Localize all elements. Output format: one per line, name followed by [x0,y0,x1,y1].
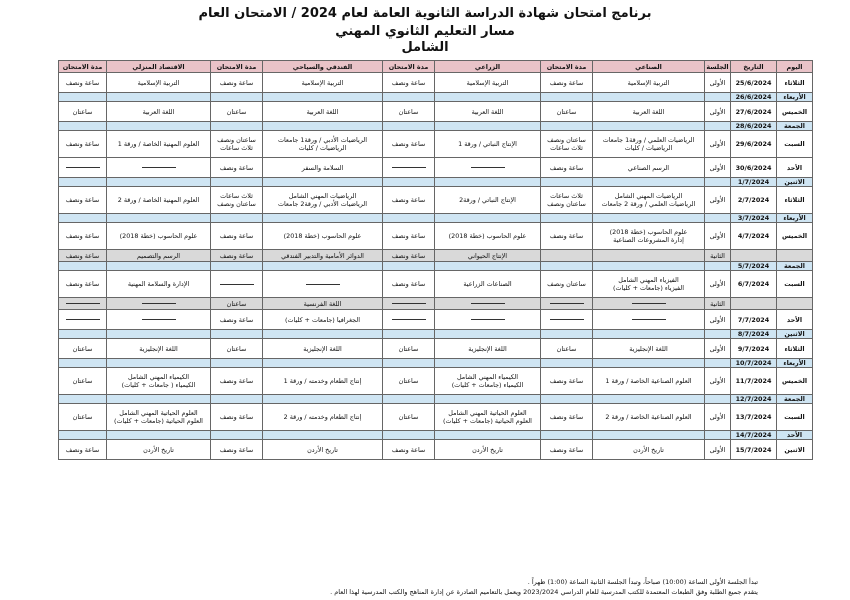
table-row [59,310,813,330]
table-cell: ساعتان ونصف [541,271,593,298]
table-cell [541,178,593,187]
table-cell [263,214,383,223]
table-cell: ساعتان [59,102,107,122]
table-cell: ساعة ونصف [383,250,435,262]
table-cell: ساعة ونصف [383,187,435,214]
table-cell: ساعتان [211,339,263,359]
table-cell [435,93,541,102]
table-cell [593,122,705,131]
table-cell [59,262,107,271]
table-cell: السلامة والسفر [263,158,383,178]
table-cell: 27/6/2024 [731,102,777,122]
table-cell: ساعة ونصف [541,368,593,395]
table-cell: الجمعة [777,395,813,404]
column-header: الفندقي والسياحي [263,61,383,73]
table-cell: الرياضيات الأدبي / ورقة1 جامعات الرياضيات / كليات [263,131,383,158]
table-cell: ساعة ونصف [541,223,593,250]
table-cell [263,122,383,131]
table-cell [593,250,705,262]
table-cell: ساعة ونصف [383,131,435,158]
table-row [59,330,813,339]
table-cell [107,431,211,440]
table-cell [593,359,705,368]
table-row [59,271,813,298]
table-cell: السبت [777,271,813,298]
table-cell: 29/6/2024 [731,131,777,158]
table-cell: 10/7/2024 [731,359,777,368]
table-cell [593,214,705,223]
table-cell [593,431,705,440]
table-cell [107,122,211,131]
table-row [59,395,813,404]
table-cell: 12/7/2024 [731,395,777,404]
table-cell: ساعة ونصف [211,404,263,431]
column-header: الاقتصاد المنزلي [107,61,211,73]
table-cell: ساعة ونصف [541,440,593,460]
table-cell: الرياضيات المهني الشامل الرياضيات الأدبي / ورقة2 جامعات [263,187,383,214]
table-cell: اللغة العربية [593,102,705,122]
table-cell [59,93,107,102]
footnote-2: يتقدم جميع الطلبة وفق الطبعات المعتمدة للكتب المدرسية للعام الدراسي 2023/2024 ويعمل بالتعاميم الصادرة عن إدارة المناهج والكتب المدرسية لهذا العام . [330,588,758,596]
table-cell [383,122,435,131]
table-cell [435,359,541,368]
column-header: مدة الامتحان [211,61,263,73]
table-cell [263,359,383,368]
table-cell [541,262,593,271]
table-cell: ساعة ونصف [59,440,107,460]
table-cell [383,262,435,271]
table-cell: ساعة ونصف [211,368,263,395]
table-cell: الإنتاج الحيواني [435,250,541,262]
table-cell: الأحد [777,158,813,178]
table-cell: 3/7/2024 [731,214,777,223]
footnote-1: تبدأ الجلسة الأولى الساعة (10:00) صباحاً، وتبدأ الجلسة الثانية الساعة (1:00) ظهراً . [527,578,758,586]
table-cell: 8/7/2024 [731,330,777,339]
dash-cell [593,310,705,330]
table-cell: الإنتاج النباتي / ورقة 1 [435,131,541,158]
table-cell [383,214,435,223]
table-cell [59,359,107,368]
table-cell [211,262,263,271]
table-cell: الإدارة والسلامة المهنية [107,271,211,298]
column-header: الجلسة [706,62,729,71]
table-cell: السبت [777,131,813,158]
table-cell [59,431,107,440]
table-cell: الرسم الصناعي [593,158,705,178]
table-cell: 4/7/2024 [731,223,777,250]
table-cell [777,250,813,262]
table-cell [211,395,263,404]
table-cell: العلوم الصناعية الخاصة / ورقة 1 [593,368,705,395]
table-cell: ساعة ونصف [211,440,263,460]
table-cell: ساعة ونصف [541,404,593,431]
dash-cell [383,310,435,330]
table-cell: ساعتان [383,404,435,431]
dash-cell [107,310,211,330]
table-cell: ساعة ونصف [59,131,107,158]
table-cell: الجمعة [777,122,813,131]
table-row [59,214,813,223]
table-cell: الاثنين [777,330,813,339]
table-cell: الاثنين [777,178,813,187]
table-cell [107,359,211,368]
dash-cell [541,298,593,310]
table-cell: 30/6/2024 [731,158,777,178]
table-cell [211,431,263,440]
table-cell [593,93,705,102]
column-header: مدة الامتحان [59,61,107,73]
table-cell: ساعتان [59,339,107,359]
table-cell: ساعتان [211,298,263,310]
table-cell: 28/6/2024 [731,122,777,131]
table-cell [593,330,705,339]
table-cell: 5/7/2024 [731,262,777,271]
table-cell: الأربعاء [777,214,813,223]
table-cell: ساعتان [383,339,435,359]
table-cell: ساعة ونصف [541,73,593,93]
table-cell: علوم الحاسوب (خطة 2018) [107,223,211,250]
table-cell [705,330,731,339]
table-cell: ساعتان [541,339,593,359]
dash-cell [435,310,541,330]
table-cell: الأربعاء [777,93,813,102]
table-cell: الثلاثاء [777,187,813,214]
table-cell: 25/6/2024 [731,73,777,93]
dash-cell [593,298,705,310]
table-cell [383,359,435,368]
table-cell: اللغة العربية [263,102,383,122]
table-cell: الأحد [777,310,813,330]
table-cell [211,359,263,368]
table-cell: ساعة ونصف [211,158,263,178]
table-cell [59,214,107,223]
table-cell: اللغة الفرنسية [263,298,383,310]
table-cell: ساعة ونصف [541,158,593,178]
table-row [59,93,813,102]
table-cell [383,431,435,440]
table-cell: 9/7/2024 [731,339,777,359]
table-cell [541,359,593,368]
table-cell [59,178,107,187]
table-cell: تاريخ الأردن [435,440,541,460]
table-cell [705,262,731,271]
table-cell: ساعتان [59,404,107,431]
table-cell: ساعة ونصف [211,73,263,93]
table-cell [107,330,211,339]
table-cell [435,122,541,131]
table-cell: 6/7/2024 [731,271,777,298]
table-cell: ساعة ونصف [211,250,263,262]
column-header: الزراعي [435,61,541,73]
table-cell [541,330,593,339]
table-cell [777,298,813,310]
table-cell: ثلاث ساعات ساعتان ونصف [541,187,593,214]
table-cell: الإنتاج النباتي / ورقة2 [435,187,541,214]
column-header: اليوم [777,61,813,73]
table-cell [541,122,593,131]
table-cell [107,214,211,223]
table-cell: 11/7/2024 [731,368,777,395]
table-cell: 2/7/2024 [731,187,777,214]
table-cell: الأولى [705,271,731,298]
table-cell: الكيمياء المهني الشامل الكيمياء ( جامعات + كليات) [107,368,211,395]
table-cell: ساعة ونصف [211,223,263,250]
table-cell: الخميس [777,223,813,250]
table-cell: الأولى [705,404,731,431]
table-row [59,178,813,187]
column-header: مدة الامتحان [541,61,593,73]
table-cell: الفيزياء المهني الشامل الفيزياء (جامعات + كليات) [593,271,705,298]
table-cell: تاريخ الأردن [107,440,211,460]
table-cell: ساعة ونصف [59,250,107,262]
table-cell: العلوم الحياتية المهني الشامل العلوم الحياتية (جامعات + كليات) [435,404,541,431]
table-cell [383,178,435,187]
table-cell: الأولى [705,440,731,460]
dash-cell [541,310,593,330]
table-cell: 26/6/2024 [731,93,777,102]
table-cell: العلوم الصناعية الخاصة / ورقة 2 [593,404,705,431]
table-cell [263,178,383,187]
table-cell [541,431,593,440]
table-cell: 13/7/2024 [731,404,777,431]
table-cell: الثلاثاء [777,339,813,359]
column-header: التاريخ [731,61,777,73]
page-subtitle: مسار التعليم الثانوي المهني [335,24,515,39]
table-cell [211,214,263,223]
table-cell [263,431,383,440]
table-row [59,223,813,250]
table-cell [263,262,383,271]
column-header: الصناعي [593,61,705,73]
dash-cell [211,271,263,298]
dash-cell [383,158,435,178]
table-row [59,73,813,93]
table-cell: الأولى [705,187,731,214]
table-row [59,102,813,122]
table-cell: اللغة العربية [435,102,541,122]
table-cell: العلوم المهنية الخاصة / ورقة 2 [107,187,211,214]
dash-cell [107,158,211,178]
table-cell: اللغة الإنجليزية [107,339,211,359]
table-cell: ساعة ونصف [383,223,435,250]
table-cell [435,395,541,404]
table-cell [705,359,731,368]
table-cell [705,93,731,102]
dash-cell [383,298,435,310]
table-row [59,404,813,431]
table-cell [59,395,107,404]
table-row [59,339,813,359]
table-cell: الأولى [705,339,731,359]
table-cell: ساعة ونصف [383,73,435,93]
table-cell [593,178,705,187]
table-cell: التربية الإسلامية [107,73,211,93]
table-cell: اللغة العربية [107,102,211,122]
table-cell: إنتاج الطعام وخدمته / ورقة 2 [263,404,383,431]
table-row [59,250,813,262]
table-cell: العلوم الحياتية المهني الشامل العلوم الحياتية (جامعات + كليات) [107,404,211,431]
table-cell [435,178,541,187]
dash-cell [435,298,541,310]
table-cell: اللغة الإنجليزية [435,339,541,359]
table-cell [211,122,263,131]
table-row [59,368,813,395]
table-cell [211,93,263,102]
table-row [59,262,813,271]
table-row [59,158,813,178]
table-cell [705,214,731,223]
table-cell [435,214,541,223]
table-cell [435,262,541,271]
table-cell: الدوائر الأمامية والتدبير الفندقي [263,250,383,262]
table-cell: ساعة ونصف [59,223,107,250]
table-cell [705,395,731,404]
table-cell: ساعتان [383,102,435,122]
table-cell [593,262,705,271]
table-cell [59,330,107,339]
table-cell [263,330,383,339]
table-cell: ساعتان [211,102,263,122]
table-cell: الأولى [705,310,731,330]
table-cell: ساعتان [541,102,593,122]
table-cell [263,93,383,102]
table-cell [435,330,541,339]
table-cell [383,93,435,102]
table-cell [541,250,593,262]
dash-cell [435,158,541,178]
table-cell: ساعة ونصف [59,187,107,214]
table-cell [541,214,593,223]
table-row [59,440,813,460]
table-cell [731,298,777,310]
table-row [59,359,813,368]
table-cell: الأربعاء [777,359,813,368]
table-cell [383,330,435,339]
table-cell: الجغرافيا (جامعات + كليات) [263,310,383,330]
dash-cell [59,298,107,310]
table-row [59,187,813,214]
table-cell: الخميس [777,102,813,122]
table-cell [435,431,541,440]
table-cell: العلوم المهنية الخاصة / ورقة 1 [107,131,211,158]
table-cell: الأولى [705,223,731,250]
table-cell: تاريخ الأردن [593,440,705,460]
table-cell: علوم الحاسوب (خطة 2018) [263,223,383,250]
table-cell: الكيمياء المهني الشامل الكيمياء (جامعات + كليات) [435,368,541,395]
table-cell: ساعة ونصف [383,271,435,298]
table-cell: ثلاث ساعات ساعتان ونصف [211,187,263,214]
table-cell: التربية الإسلامية [435,73,541,93]
page-subtitle-2: الشامل [401,40,449,55]
table-cell: التربية الإسلامية [263,73,383,93]
table-cell: ساعة ونصف [59,271,107,298]
table-cell: السبت [777,404,813,431]
table-row [59,122,813,131]
table-cell: الأولى [705,73,731,93]
table-cell: الخميس [777,368,813,395]
table-cell [705,431,731,440]
table-cell: الصناعات الزراعية [435,271,541,298]
table-cell [107,178,211,187]
table-cell [705,178,731,187]
table-row [59,131,813,158]
table-cell [107,395,211,404]
table-cell: الثلاثاء [777,73,813,93]
table-cell: الرسم والتصميم [107,250,211,262]
table-cell [541,395,593,404]
table-row [59,431,813,440]
table-cell [107,93,211,102]
page-title: برنامج امتحان شهادة الدراسة الثانوية العامة لعام 2024 / الامتحان العام [198,6,652,21]
table-row [59,298,813,310]
table-cell: علوم الحاسوب (خطة 2018) إدارة المشروعات الصناعية [593,223,705,250]
table-cell: ساعتان ونصف ثلاث ساعات [541,131,593,158]
table-cell: 1/7/2024 [731,178,777,187]
table-cell [211,178,263,187]
table-cell: ساعتان [383,368,435,395]
table-cell [263,395,383,404]
table-cell: 7/7/2024 [731,310,777,330]
dash-cell [59,158,107,178]
table-cell: الأولى [705,368,731,395]
table-cell: اللغة الإنجليزية [263,339,383,359]
table-cell [541,93,593,102]
table-cell: ساعتان ونصف ثلاث ساعات [211,131,263,158]
table-cell [211,330,263,339]
table-cell: ساعتان [59,368,107,395]
table-cell [107,262,211,271]
table-cell: اللغة الإنجليزية [593,339,705,359]
table-cell: الجمعة [777,262,813,271]
table-cell: الأولى [705,158,731,178]
dash-cell [263,271,383,298]
table-cell: ساعة ونصف [59,73,107,93]
table-cell: الأحد [777,431,813,440]
table-cell: ساعة ونصف [211,310,263,330]
table-cell: تاريخ الأردن [263,440,383,460]
table-cell: 14/7/2024 [731,431,777,440]
table-cell: إنتاج الطعام وخدمته / ورقة 1 [263,368,383,395]
table-cell: الرياضيات المهني الشامل الرياضيات العلمي / ورقة 2 جامعات [593,187,705,214]
table-cell: علوم الحاسوب (خطة 2018) [435,223,541,250]
table-cell: الثانية [705,250,731,262]
exam-schedule-table [58,60,813,460]
table-cell: 15/7/2024 [731,440,777,460]
table-cell: التربية الإسلامية [593,73,705,93]
table-cell: الأولى [705,131,731,158]
column-header: مدة الامتحان [383,61,435,73]
table-cell: ساعة ونصف [383,440,435,460]
table-cell [705,122,731,131]
table-cell [59,122,107,131]
table-cell: الأولى [705,102,731,122]
table-cell: الاثنين [777,440,813,460]
dash-cell [59,310,107,330]
table-header-row [59,61,813,73]
table-cell [731,250,777,262]
dash-cell [107,298,211,310]
table-cell: الرياضيات العلمي / ورقة1 جامعات الرياضيات / كليات [593,131,705,158]
table-cell [383,395,435,404]
table-cell [593,395,705,404]
table-cell: الثانية [705,298,731,310]
